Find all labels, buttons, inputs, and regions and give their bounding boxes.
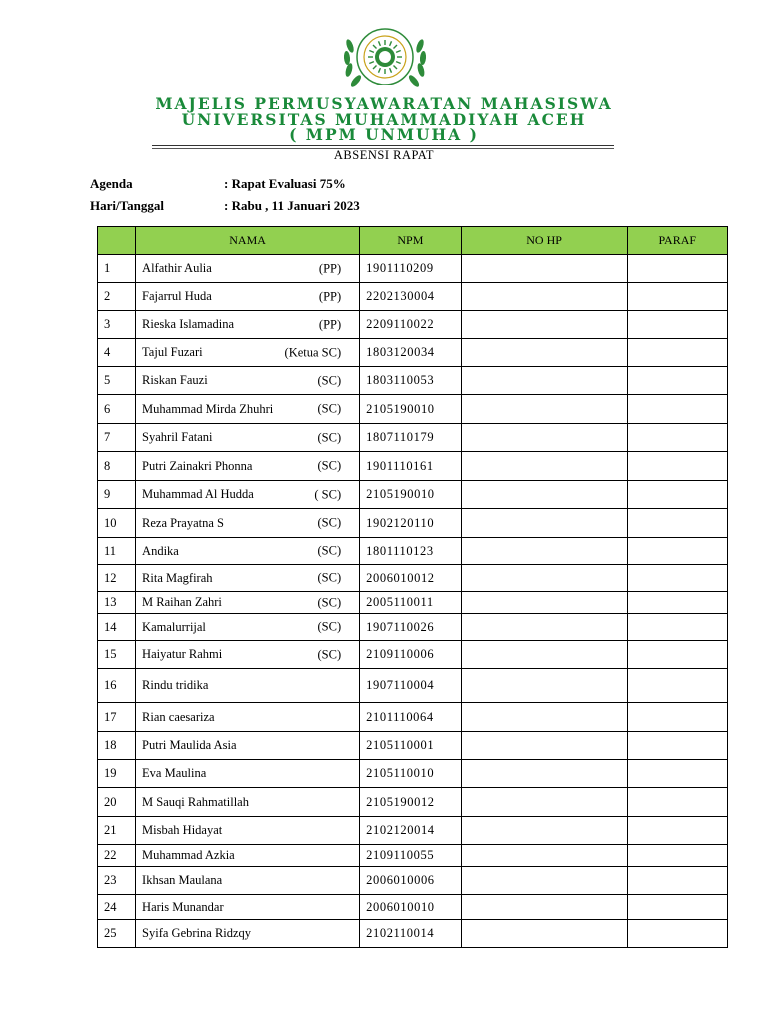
table-header-row (98, 227, 728, 255)
member-name: Rindu tridika (142, 678, 209, 692)
member-name-cell (136, 424, 360, 452)
signature-cell[interactable] (627, 895, 727, 920)
row-number: 2 (98, 283, 136, 311)
row-number: 1 (98, 255, 136, 283)
signature-cell[interactable] (627, 283, 727, 311)
header-number (98, 227, 136, 255)
member-name-cell (136, 311, 360, 339)
member-name-cell (136, 817, 360, 845)
phone-cell[interactable] (461, 283, 627, 311)
row-number: 17 (98, 703, 136, 732)
member-npm: 2102110014 (360, 920, 461, 948)
member-name: Ikhsan Maulana (142, 873, 223, 887)
table-row (98, 920, 728, 948)
signature-cell[interactable] (627, 452, 727, 481)
member-npm: 2202130004 (360, 283, 461, 311)
phone-cell[interactable] (461, 703, 627, 732)
header-no-hp: NO HP (461, 227, 627, 255)
member-name-cell (136, 452, 360, 481)
phone-cell[interactable] (461, 395, 627, 424)
row-number: 25 (98, 920, 136, 948)
signature-cell[interactable] (627, 367, 727, 395)
member-name-cell (136, 760, 360, 788)
table-row (98, 367, 728, 395)
member-name: Haiyatur Rahmi (142, 647, 223, 661)
row-number: 10 (98, 509, 136, 538)
signature-cell[interactable] (627, 867, 727, 895)
table-row (98, 867, 728, 895)
row-number: 9 (98, 481, 136, 509)
signature-cell[interactable] (627, 255, 727, 283)
phone-cell[interactable] (461, 311, 627, 339)
row-number: 20 (98, 788, 136, 817)
member-name-cell (136, 867, 360, 895)
member-name-cell (136, 614, 360, 641)
member-npm: 1902120110 (360, 509, 461, 538)
row-number: 5 (98, 367, 136, 395)
signature-cell[interactable] (627, 760, 727, 788)
table-row (98, 538, 728, 565)
member-name-cell (136, 788, 360, 817)
row-number: 14 (98, 614, 136, 641)
signature-cell[interactable] (627, 565, 727, 592)
signature-cell[interactable] (627, 424, 727, 452)
member-name-cell (136, 732, 360, 760)
table-row (98, 760, 728, 788)
member-role: (Ketua SC) (284, 345, 342, 359)
phone-cell[interactable] (461, 424, 627, 452)
signature-cell[interactable] (627, 592, 727, 614)
document-heading: ABSENSI RAPAT (333, 148, 435, 162)
table-row (98, 592, 728, 614)
header-npm: NPM (360, 227, 461, 255)
member-role: (SC) (317, 543, 342, 558)
signature-cell[interactable] (627, 732, 727, 760)
member-npm: 2005110011 (360, 592, 461, 614)
signature-cell[interactable] (627, 669, 727, 703)
member-name: Haris Munandar (142, 899, 224, 914)
table-body (98, 255, 728, 948)
member-role: (SC) (317, 401, 342, 416)
member-name: Muhammad Azkia (142, 848, 235, 862)
org-title-line-2: UNIVERSITAS MUHAMMADIYAH ACEH (181, 110, 587, 129)
member-role: (SC) (317, 373, 342, 387)
member-name: Putri Maulida Asia (142, 738, 237, 752)
member-name-cell (136, 509, 360, 538)
member-role: (SC) (317, 515, 342, 530)
member-name: Kamalurrijal (142, 619, 206, 634)
signature-cell[interactable] (627, 817, 727, 845)
member-npm: 2102120014 (360, 817, 461, 845)
phone-cell[interactable] (461, 732, 627, 760)
member-npm: 2109110006 (360, 641, 461, 669)
phone-cell[interactable] (461, 565, 627, 592)
table-row (98, 509, 728, 538)
table-row (98, 641, 728, 669)
signature-cell[interactable] (627, 920, 727, 948)
signature-cell[interactable] (627, 703, 727, 732)
member-role: (SC) (317, 595, 342, 609)
member-name-cell (136, 339, 360, 367)
table-row (98, 481, 728, 509)
signature-cell[interactable] (627, 395, 727, 424)
attendance-table (97, 226, 728, 948)
member-role: (SC) (317, 570, 342, 585)
row-number: 11 (98, 538, 136, 565)
row-number: 4 (98, 339, 136, 367)
member-name: Alfathir Aulia (142, 261, 212, 275)
member-npm: 2209110022 (360, 311, 461, 339)
member-npm: 2105110001 (360, 732, 461, 760)
member-name-cell (136, 283, 360, 311)
table-row (98, 283, 728, 311)
member-name: Fajarrul Huda (142, 289, 212, 303)
phone-cell[interactable] (461, 920, 627, 948)
row-number: 18 (98, 732, 136, 760)
table-row (98, 565, 728, 592)
table-row (98, 424, 728, 452)
signature-cell[interactable] (627, 509, 727, 538)
member-name-cell (136, 592, 360, 614)
member-name-cell (136, 395, 360, 424)
phone-cell[interactable] (461, 845, 627, 867)
member-name: Putri Zainakri Phonna (142, 458, 253, 473)
member-name: Misbah Hidayat (142, 823, 223, 837)
member-name: M Raihan Zahri (142, 595, 222, 609)
member-role: (SC) (317, 647, 342, 661)
signature-cell[interactable] (627, 311, 727, 339)
row-number: 19 (98, 760, 136, 788)
member-role: (PP) (318, 317, 342, 331)
phone-cell[interactable] (461, 538, 627, 565)
member-name: Rita Magfirah (142, 570, 213, 585)
member-npm: 2006010006 (360, 867, 461, 895)
phone-cell[interactable] (461, 339, 627, 367)
phone-cell[interactable] (461, 817, 627, 845)
table-row (98, 452, 728, 481)
phone-cell[interactable] (461, 641, 627, 669)
signature-cell[interactable] (627, 845, 727, 867)
row-number: 8 (98, 452, 136, 481)
table-row (98, 669, 728, 703)
member-npm: 2109110055 (360, 845, 461, 867)
member-role: ( SC) (314, 487, 342, 501)
member-npm: 1901110209 (360, 255, 461, 283)
member-npm: 1803120034 (360, 339, 461, 367)
table-row (98, 895, 728, 920)
date-label: Hari/Tanggal (90, 198, 164, 213)
member-role: (PP) (318, 261, 342, 275)
member-role: (SC) (317, 458, 342, 473)
header-nama: NAMA (136, 227, 360, 255)
member-name: Rian caesariza (142, 709, 215, 724)
member-name: Tajul Fuzari (142, 345, 203, 359)
phone-cell[interactable] (461, 614, 627, 641)
row-number: 6 (98, 395, 136, 424)
header-paraf: PARAF (627, 227, 727, 255)
phone-cell[interactable] (461, 760, 627, 788)
member-npm: 1907110026 (360, 614, 461, 641)
signature-cell[interactable] (627, 538, 727, 565)
member-name-cell (136, 367, 360, 395)
member-name-cell (136, 565, 360, 592)
member-name-cell (136, 703, 360, 732)
member-npm: 2006010012 (360, 565, 461, 592)
phone-cell[interactable] (461, 895, 627, 920)
member-name: Riskan Fauzi (142, 373, 208, 387)
member-name-cell (136, 255, 360, 283)
member-role: (SC) (317, 430, 342, 444)
row-number: 12 (98, 565, 136, 592)
phone-cell[interactable] (461, 788, 627, 817)
member-npm: 2105110010 (360, 760, 461, 788)
phone-cell[interactable] (461, 669, 627, 703)
row-number: 22 (98, 845, 136, 867)
member-npm: 1907110004 (360, 669, 461, 703)
member-name: Andika (142, 543, 179, 558)
member-name-cell (136, 481, 360, 509)
row-number: 24 (98, 895, 136, 920)
member-name-cell (136, 538, 360, 565)
table-row (98, 788, 728, 817)
header-rule (152, 145, 614, 146)
phone-cell[interactable] (461, 367, 627, 395)
table-row (98, 817, 728, 845)
phone-cell[interactable] (461, 867, 627, 895)
member-name: Syahril Fatani (142, 430, 213, 444)
member-name: Eva Maulina (142, 766, 207, 780)
table-row (98, 845, 728, 867)
member-role: (PP) (318, 289, 342, 303)
table-row (98, 395, 728, 424)
row-number: 16 (98, 669, 136, 703)
phone-cell[interactable] (461, 592, 627, 614)
org-title-line-3: ( MPM UNMUHA ) (289, 125, 479, 144)
table-row (98, 255, 728, 283)
phone-cell[interactable] (461, 509, 627, 538)
row-number: 7 (98, 424, 136, 452)
phone-cell[interactable] (461, 255, 627, 283)
signature-cell[interactable] (627, 614, 727, 641)
org-title-line-1: MAJELIS PERMUSYAWARATAN MAHASISWA (155, 94, 613, 113)
row-number: 21 (98, 817, 136, 845)
phone-cell[interactable] (461, 452, 627, 481)
member-role: (SC) (317, 619, 342, 634)
table-row (98, 311, 728, 339)
member-npm: 2105190012 (360, 788, 461, 817)
row-number: 3 (98, 311, 136, 339)
member-name: Reza Prayatna S (142, 515, 224, 530)
member-name-cell (136, 895, 360, 920)
member-npm: 2101110064 (360, 703, 461, 732)
row-number: 15 (98, 641, 136, 669)
table-row (98, 339, 728, 367)
member-name: Rieska Islamadina (142, 317, 235, 331)
member-npm: 1901110161 (360, 452, 461, 481)
row-number: 23 (98, 867, 136, 895)
agenda-value: : Rapat Evaluasi 75% (224, 176, 346, 191)
member-name: Muhammad Al Hudda (142, 487, 254, 501)
signature-cell[interactable] (627, 339, 727, 367)
table-row (98, 703, 728, 732)
member-name: Syifa Gebrina Ridzqy (142, 926, 252, 940)
member-npm: 1807110179 (360, 424, 461, 452)
member-npm: 2105190010 (360, 481, 461, 509)
member-npm: 1801110123 (360, 538, 461, 565)
member-name-cell (136, 920, 360, 948)
member-name: M Sauqi Rahmatillah (142, 794, 249, 809)
mpm-unmuha-logo (340, 24, 430, 96)
table-row (98, 614, 728, 641)
signature-cell[interactable] (627, 788, 727, 817)
phone-cell[interactable] (461, 481, 627, 509)
member-name-cell (136, 669, 360, 703)
member-npm: 1803110053 (360, 367, 461, 395)
row-number: 13 (98, 592, 136, 614)
member-npm: 2006010010 (360, 895, 461, 920)
table-row (98, 732, 728, 760)
member-name-cell (136, 845, 360, 867)
date-value: : Rabu , 11 Januari 2023 (224, 198, 360, 213)
member-name-cell (136, 641, 360, 669)
agenda-label: Agenda (90, 176, 133, 191)
signature-cell[interactable] (627, 641, 727, 669)
signature-cell[interactable] (627, 481, 727, 509)
member-name: Muhammad Mirda Zhuhri (142, 401, 274, 416)
member-npm: 2105190010 (360, 395, 461, 424)
